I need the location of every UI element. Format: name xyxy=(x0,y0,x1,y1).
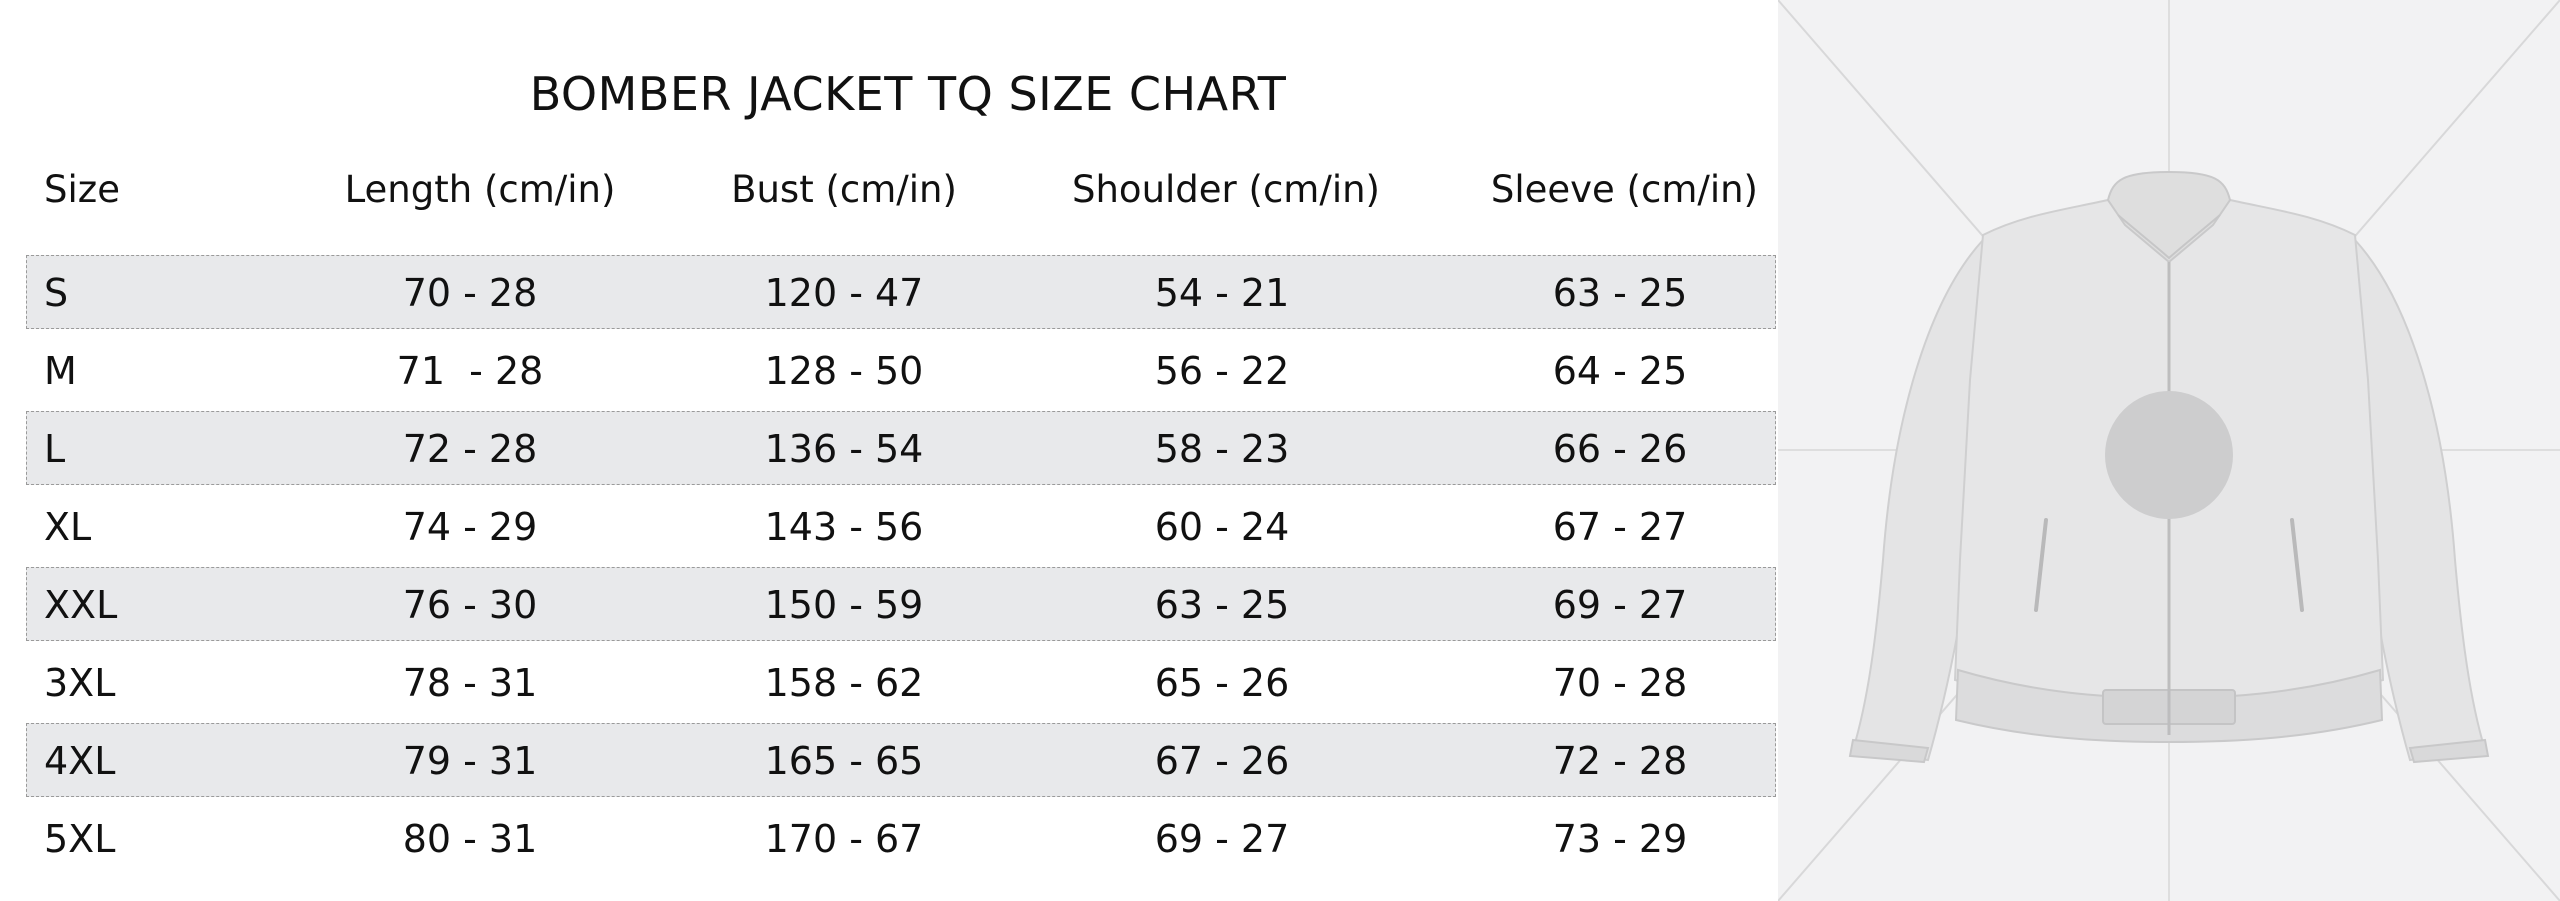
length-cell: 71 - 28 xyxy=(396,349,544,393)
table-row xyxy=(0,489,1778,567)
size-cell: 4XL xyxy=(44,739,116,783)
table-header xyxy=(0,160,1778,220)
table-row xyxy=(0,801,1778,879)
shoulder-cell: 60 - 24 xyxy=(1154,505,1290,549)
bust-cell: 128 - 50 xyxy=(764,349,924,393)
header-size: Size xyxy=(44,168,120,211)
size-cell: S xyxy=(44,271,69,315)
length-cell: 78 - 31 xyxy=(402,661,538,705)
shoulder-cell: 56 - 22 xyxy=(1154,349,1290,393)
sleeve-cell: 63 - 25 xyxy=(1552,271,1688,315)
bust-cell: 143 - 56 xyxy=(764,505,924,549)
shoulder-cell: 63 - 25 xyxy=(1154,583,1290,627)
table-row xyxy=(0,645,1778,723)
jacket-icon xyxy=(1778,0,2560,901)
sleeve-cell: 64 - 25 xyxy=(1552,349,1688,393)
table-row xyxy=(0,567,1778,645)
sleeve-cell: 72 - 28 xyxy=(1552,739,1688,783)
bust-cell: 170 - 67 xyxy=(764,817,924,861)
size-cell: XXL xyxy=(44,583,118,627)
length-cell: 72 - 28 xyxy=(402,427,538,471)
header-bust: Bust (cm/in) xyxy=(731,168,957,211)
chart-title: BOMBER JACKET TQ SIZE CHART xyxy=(529,67,1287,121)
size-cell: M xyxy=(44,349,77,393)
header-shoulder: Shoulder (cm/in) xyxy=(1072,168,1380,211)
bust-cell: 150 - 59 xyxy=(764,583,924,627)
bust-cell: 158 - 62 xyxy=(764,661,924,705)
shoulder-cell: 58 - 23 xyxy=(1154,427,1290,471)
length-cell: 74 - 29 xyxy=(402,505,538,549)
size-cell: 3XL xyxy=(44,661,116,705)
sleeve-cell: 70 - 28 xyxy=(1552,661,1688,705)
size-cell: XL xyxy=(44,505,92,549)
sleeve-cell: 66 - 26 xyxy=(1552,427,1688,471)
bust-cell: 165 - 65 xyxy=(764,739,924,783)
table-row xyxy=(0,255,1778,333)
shoulder-cell: 54 - 21 xyxy=(1154,271,1290,315)
sleeve-cell: 67 - 27 xyxy=(1552,505,1688,549)
length-cell: 80 - 31 xyxy=(402,817,538,861)
length-cell: 70 - 28 xyxy=(402,271,538,315)
size-cell: 5XL xyxy=(44,817,116,861)
table-row xyxy=(0,411,1778,489)
bust-cell: 120 - 47 xyxy=(764,271,924,315)
product-image-panel xyxy=(1778,0,2560,901)
sleeve-cell: 73 - 29 xyxy=(1552,817,1688,861)
table-row xyxy=(0,723,1778,801)
length-cell: 76 - 30 xyxy=(402,583,538,627)
shoulder-cell: 69 - 27 xyxy=(1154,817,1290,861)
header-sleeve: Sleeve (cm/in) xyxy=(1490,168,1758,211)
sleeve-cell: 69 - 27 xyxy=(1552,583,1688,627)
shoulder-cell: 65 - 26 xyxy=(1154,661,1290,705)
table-row xyxy=(0,333,1778,411)
header-length: Length (cm/in) xyxy=(344,168,616,211)
length-cell: 79 - 31 xyxy=(402,739,538,783)
size-cell: L xyxy=(44,427,66,471)
shoulder-cell: 67 - 26 xyxy=(1154,739,1290,783)
bust-cell: 136 - 54 xyxy=(764,427,924,471)
